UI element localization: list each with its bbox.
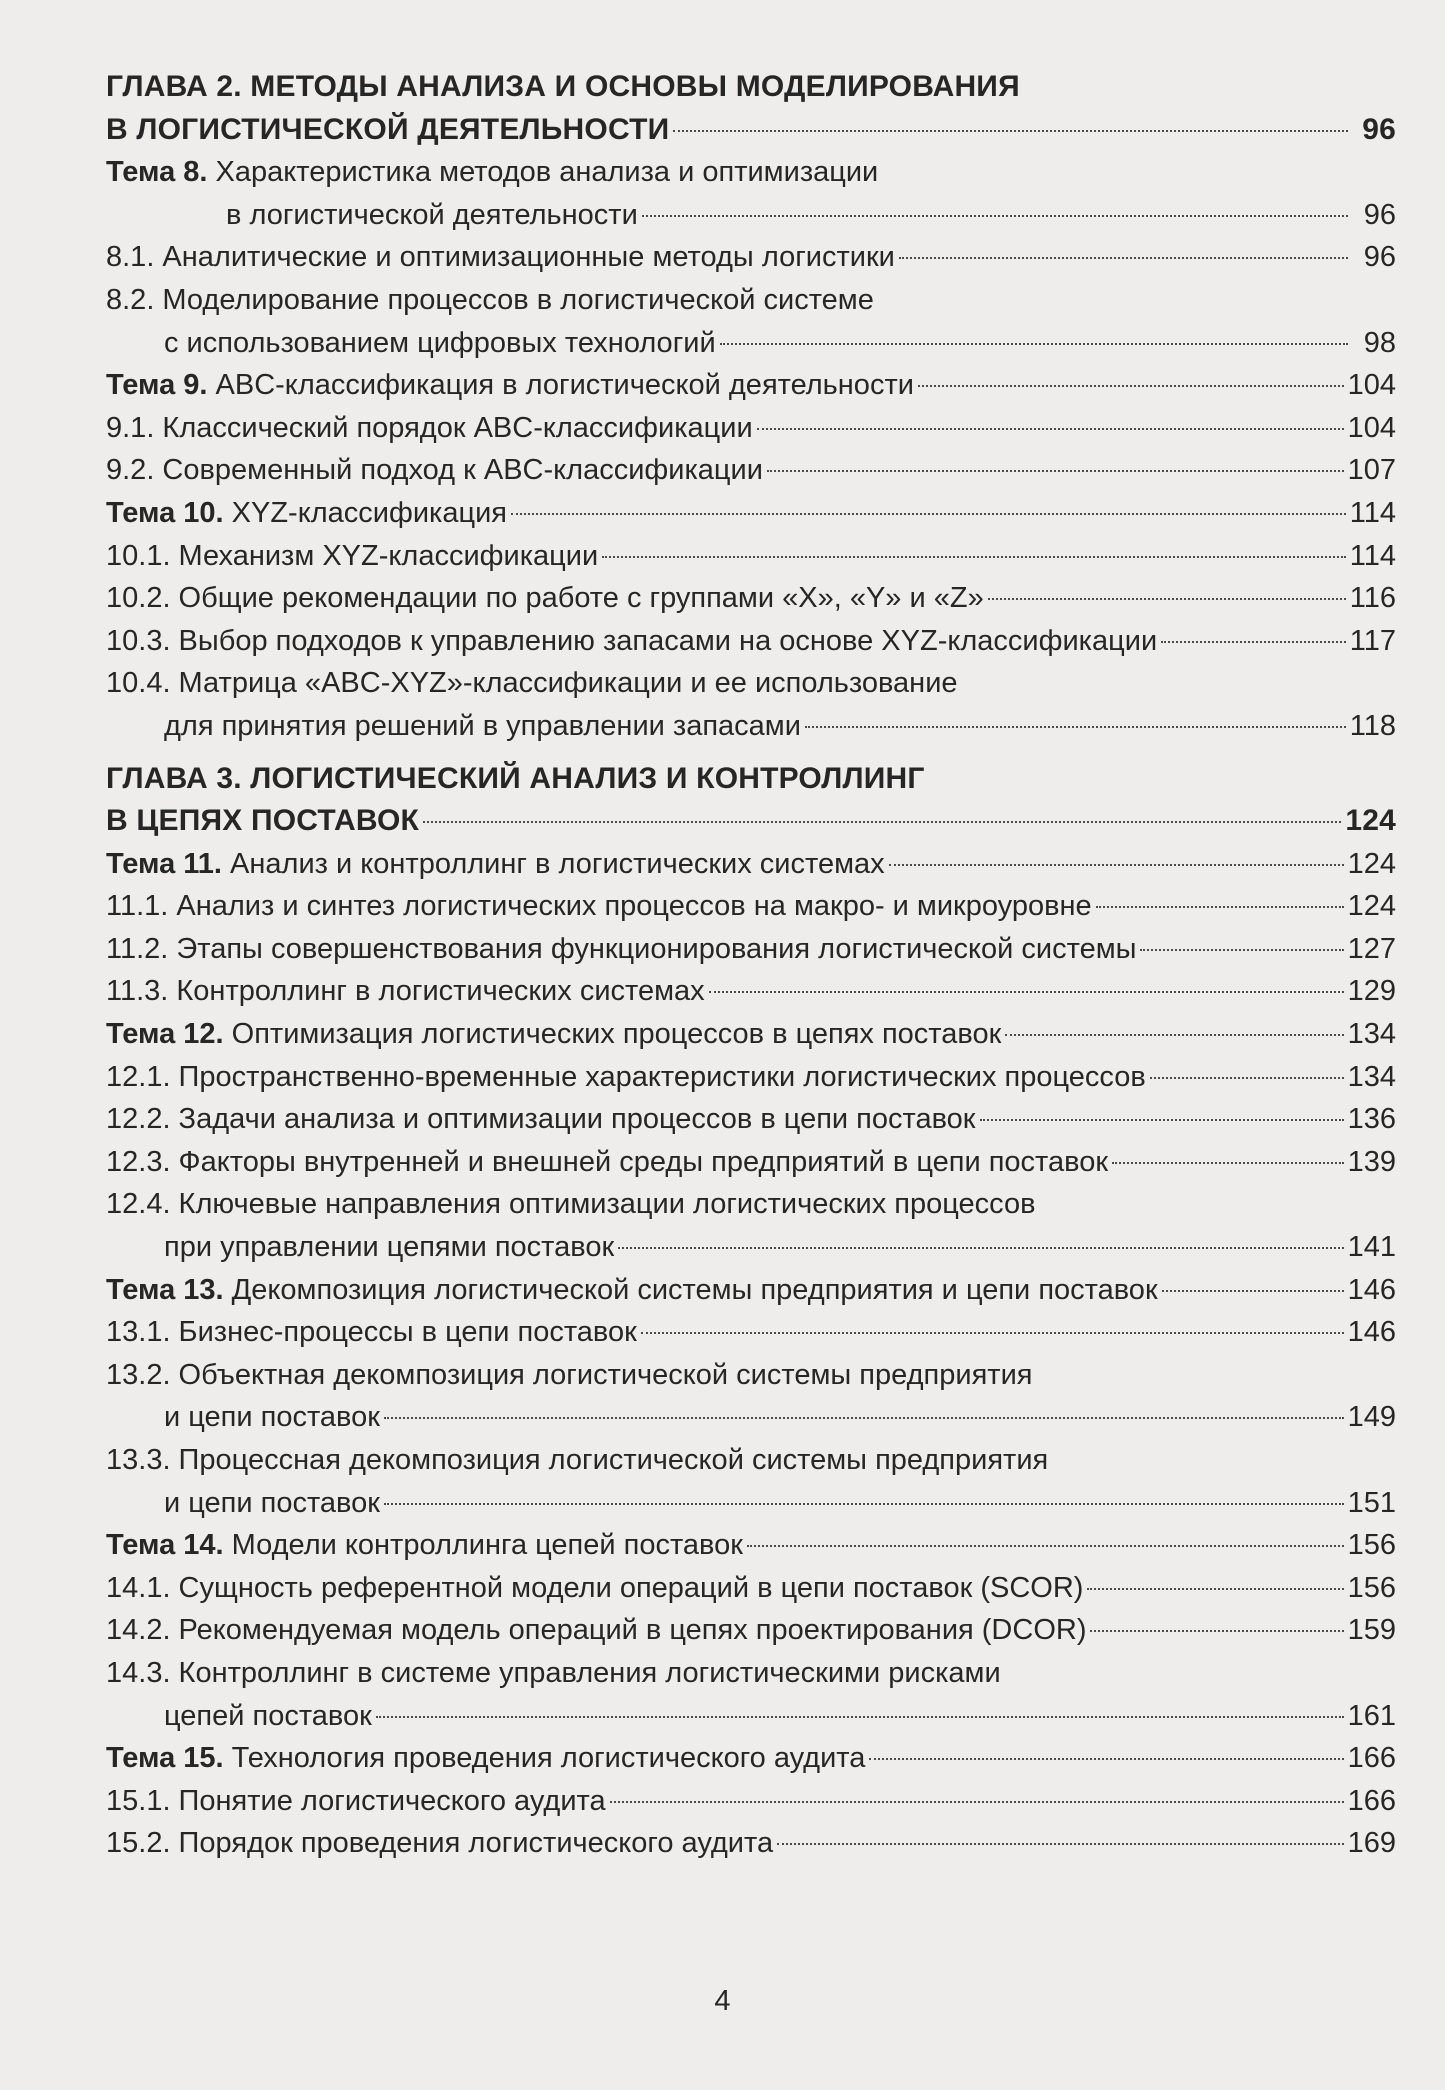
toc-entry-title: Характеристика методов анализа и оптимизации bbox=[207, 156, 879, 189]
toc-page-number: 161 bbox=[1347, 1699, 1396, 1732]
toc-entry-line bbox=[106, 1396, 1396, 1439]
toc-entry-title: XYZ-классификация bbox=[223, 496, 507, 529]
toc-entry-text bbox=[106, 1183, 1036, 1226]
toc-entry-title: в логистической деятельности bbox=[226, 198, 638, 231]
dot-leader bbox=[777, 1843, 1344, 1845]
toc-entry-line bbox=[106, 928, 1396, 971]
dot-leader bbox=[805, 726, 1346, 728]
toc-entry-text bbox=[106, 449, 763, 492]
dot-leader bbox=[767, 470, 1344, 472]
toc-entry-title: Декомпозиция логистической системы предприятия и цепи поставок bbox=[223, 1273, 1158, 1306]
toc-entry-text bbox=[106, 492, 507, 535]
toc-entry-text bbox=[106, 1737, 865, 1780]
toc-entry-line bbox=[106, 1482, 1396, 1525]
toc-entry-title: 15.1. Понятие логистического аудита bbox=[106, 1784, 606, 1817]
toc-entry-line bbox=[106, 535, 1396, 578]
toc-entry-title: 12.4. Ключевые направления оптимизации логистических процессов bbox=[106, 1188, 1036, 1221]
toc-page-number: 136 bbox=[1347, 1103, 1396, 1136]
toc-entry-text bbox=[106, 758, 925, 801]
toc-entry-text bbox=[106, 1013, 1001, 1056]
toc-entry-title: 12.3. Факторы внутренней и внешней среды предприятий в цепи поставок bbox=[106, 1145, 1109, 1178]
toc-entry-text bbox=[106, 407, 753, 450]
topic-label: Тема 12. bbox=[106, 1018, 224, 1051]
dot-leader bbox=[1005, 1034, 1343, 1036]
dot-leader bbox=[988, 598, 1346, 600]
toc-page-number: 139 bbox=[1347, 1145, 1396, 1178]
toc-entry-title: 13.1. Бизнес-процессы в цепи поставок bbox=[106, 1316, 637, 1349]
toc-entry-title: 11.2. Этапы совершенствования функционирования логистической системы bbox=[106, 932, 1137, 965]
toc-entry-title: Анализ и контроллинг в логистических системах bbox=[222, 847, 885, 880]
toc-page-number: 96 bbox=[1363, 198, 1396, 231]
toc-entry-title: и цепи поставок bbox=[164, 1401, 380, 1434]
toc-entry-title: 10.1. Механизм XYZ-классификации bbox=[106, 539, 599, 572]
dot-leader bbox=[511, 513, 1346, 515]
toc-entry-text bbox=[106, 1269, 1158, 1312]
toc-entry-line bbox=[106, 1311, 1396, 1354]
toc-page-number: 98 bbox=[1363, 326, 1396, 359]
toc-entry-title: ГЛАВА 2. МЕТОДЫ АНАЛИЗА И ОСНОВЫ МОДЕЛИРОВАНИЯ bbox=[106, 70, 1020, 103]
toc-entry-text bbox=[106, 1567, 1083, 1610]
toc-entry-line bbox=[106, 1056, 1396, 1099]
toc-page-number: 134 bbox=[1347, 1060, 1396, 1093]
toc-entry-line bbox=[106, 1567, 1396, 1610]
toc-entry-title: 9.1. Классический порядок ABC-классификации bbox=[106, 411, 753, 444]
toc-entry-text bbox=[106, 1439, 1048, 1482]
toc-entry-line bbox=[106, 1226, 1396, 1269]
toc-entry-title: 14.2. Рекомендуемая модель операций в цепях проектирования (DCOR) bbox=[106, 1614, 1087, 1647]
dot-leader bbox=[1112, 1162, 1344, 1164]
toc-page-number: 118 bbox=[1349, 709, 1396, 742]
toc-page-number: 96 bbox=[1362, 112, 1396, 146]
toc-entry-title: 11.1. Анализ и синтез логистических процессов на макро- и микроуровне bbox=[106, 890, 1092, 923]
toc-entry-title: 8.2. Моделирование процессов в логистической системе bbox=[106, 283, 874, 316]
dot-leader bbox=[1162, 1290, 1344, 1292]
toc-page-number: 114 bbox=[1349, 496, 1396, 529]
toc-entry-title: при управлении цепями поставок bbox=[164, 1231, 615, 1264]
dot-leader bbox=[980, 1119, 1344, 1121]
chapter-heading-line bbox=[106, 109, 1396, 152]
toc-entry-title: В ЛОГИСТИЧЕСКОЙ ДЕЯТЕЛЬНОСТИ bbox=[106, 112, 670, 146]
toc-entry-line bbox=[106, 1652, 1396, 1695]
dot-leader bbox=[376, 1716, 1344, 1718]
toc-entry-title: с использованием цифровых технологий bbox=[164, 326, 716, 359]
toc-entry-title: 13.3. Процессная декомпозиция логистической системы предприятия bbox=[106, 1444, 1049, 1476]
toc-entry-line bbox=[106, 885, 1396, 928]
toc-entry-title: 12.1. Пространственно-временные характеристики логистических процессов bbox=[106, 1060, 1146, 1093]
toc-page-number: 141 bbox=[1347, 1231, 1396, 1264]
toc-page-number: 146 bbox=[1347, 1316, 1396, 1349]
toc-entry-line bbox=[106, 620, 1396, 663]
toc-entry-line bbox=[106, 1141, 1396, 1184]
toc-page-number: 134 bbox=[1347, 1018, 1396, 1051]
toc-page-number: 129 bbox=[1347, 975, 1396, 1008]
dot-leader bbox=[757, 428, 1344, 430]
toc-entry-title: В ЦЕПЯХ ПОСТАВОК bbox=[106, 804, 420, 838]
toc-page-number: 156 bbox=[1347, 1529, 1396, 1562]
toc-entry-text bbox=[106, 620, 1157, 663]
toc-page-number: 159 bbox=[1347, 1614, 1396, 1647]
toc-entry-line bbox=[106, 1439, 1396, 1482]
toc-page-number: 96 bbox=[1363, 241, 1396, 274]
toc-entry-line bbox=[106, 1354, 1396, 1397]
toc-entry-text bbox=[106, 1056, 1146, 1099]
toc-entry-text bbox=[164, 705, 801, 748]
dot-leader bbox=[1140, 949, 1343, 951]
dot-leader bbox=[1161, 641, 1346, 643]
toc-entry-line bbox=[106, 1822, 1396, 1865]
toc-entry-text bbox=[106, 1609, 1086, 1652]
dot-leader bbox=[709, 991, 1344, 993]
toc-entry-line bbox=[106, 1609, 1396, 1652]
toc-entry-text bbox=[106, 535, 598, 578]
toc-entry-text bbox=[106, 577, 984, 620]
topic-line bbox=[106, 492, 1396, 535]
toc-entry-text bbox=[106, 843, 885, 886]
toc-page-number: 117 bbox=[1349, 624, 1396, 657]
toc-entry-text bbox=[106, 1311, 637, 1354]
dot-leader bbox=[747, 1545, 1344, 1547]
toc-entry-line bbox=[106, 705, 1396, 748]
toc-entry-text bbox=[164, 322, 716, 365]
toc-entry-line bbox=[106, 449, 1396, 492]
toc-page-number: 107 bbox=[1347, 454, 1396, 487]
topic-line bbox=[106, 1524, 1396, 1567]
dot-leader bbox=[423, 821, 1341, 823]
toc-entry-title: 10.2. Общие рекомендации по работе с группами «X», «Y» и «Z» bbox=[106, 582, 984, 615]
toc-entry-title: 15.2. Порядок проведения логистического аудита bbox=[106, 1827, 774, 1860]
dot-leader bbox=[641, 1332, 1344, 1334]
toc-entry-title: 10.4. Матрица «ABC-XYZ»-классификации и ее использование bbox=[106, 667, 958, 700]
toc-entry-title: ABC-классификация в логистической деятельности bbox=[207, 369, 914, 402]
toc-entry-line bbox=[106, 970, 1396, 1013]
dot-leader bbox=[899, 257, 1348, 259]
toc-entry-title: 13.2. Объектная декомпозиция логистической системы предприятия bbox=[106, 1358, 1033, 1391]
dot-leader bbox=[1090, 1630, 1343, 1632]
toc-page-number: 116 bbox=[1349, 582, 1396, 615]
toc-entry-title: 8.1. Аналитические и оптимизационные методы логистики bbox=[106, 241, 895, 274]
toc-entry-text bbox=[164, 1226, 614, 1269]
dot-leader bbox=[1087, 1588, 1343, 1590]
topic-line bbox=[106, 1269, 1396, 1312]
toc-entry-title: Технология проведения логистического аудита bbox=[223, 1742, 866, 1775]
dot-leader bbox=[918, 385, 1344, 387]
toc-page-number: 124 bbox=[1347, 890, 1396, 923]
toc-entry-title: Оптимизация логистических процессов в цепях поставок bbox=[223, 1018, 1002, 1051]
topic-label: Тема 8. bbox=[106, 156, 208, 189]
toc-page-number: 114 bbox=[1349, 539, 1396, 572]
toc-entry-text bbox=[106, 1354, 1032, 1397]
toc-entry-text bbox=[164, 1695, 372, 1738]
chapter-heading-line bbox=[106, 800, 1396, 843]
toc-page-number: 124 bbox=[1347, 847, 1396, 880]
toc-entry-line bbox=[106, 236, 1396, 279]
chapter-heading-line bbox=[106, 758, 1396, 801]
dot-leader bbox=[889, 864, 1344, 866]
dot-leader bbox=[642, 215, 1348, 217]
toc-entry-text bbox=[106, 1141, 1108, 1184]
toc-page-number: 166 bbox=[1347, 1742, 1396, 1775]
toc-entry-title: 12.2. Задачи анализа и оптимизации процессов в цепи поставок bbox=[106, 1103, 976, 1136]
toc-entry-line bbox=[106, 662, 1396, 705]
toc-entry-line bbox=[106, 1695, 1396, 1738]
page-number: 4 bbox=[714, 1985, 731, 2017]
topic-label: Тема 11. bbox=[106, 847, 222, 880]
toc-entry-title: 9.2. Современный подход к ABC-классификации bbox=[106, 454, 763, 487]
toc-entry-text bbox=[106, 1652, 1001, 1695]
chapter-heading-line bbox=[106, 66, 1396, 109]
toc-entry-text bbox=[106, 66, 1020, 109]
dot-leader bbox=[1150, 1077, 1344, 1079]
toc-entry-line bbox=[106, 577, 1396, 620]
topic-label: Тема 13. bbox=[106, 1273, 224, 1306]
toc-entry-text bbox=[106, 109, 669, 152]
toc-entry-text bbox=[106, 1524, 743, 1567]
dot-leader bbox=[384, 1503, 1344, 1505]
toc-entry-text bbox=[106, 151, 878, 194]
topic-line bbox=[106, 1737, 1396, 1780]
toc-entry-title: ГЛАВА 3. ЛОГИСТИЧЕСКИЙ АНАЛИЗ И КОНТРОЛЛИНГ bbox=[106, 761, 925, 795]
toc-entry-text bbox=[106, 885, 1092, 928]
toc-page-number: 104 bbox=[1347, 411, 1396, 444]
toc-entry-line bbox=[106, 407, 1396, 450]
toc-entry-text bbox=[226, 194, 638, 237]
toc-page-number: 156 bbox=[1347, 1571, 1396, 1604]
dot-leader bbox=[618, 1247, 1343, 1249]
dot-leader bbox=[720, 343, 1348, 345]
dot-leader bbox=[1096, 906, 1344, 908]
toc-entry-line bbox=[106, 1780, 1396, 1823]
toc-entry-line bbox=[106, 1098, 1396, 1141]
toc-entry-text bbox=[106, 364, 914, 407]
toc-entry-title: Модели контроллинга цепей поставок bbox=[223, 1529, 743, 1562]
dot-leader bbox=[673, 130, 1348, 132]
toc-entry-title: 11.3. Контроллинг в логистических системах bbox=[106, 975, 705, 1008]
toc-page-number: 104 bbox=[1347, 369, 1396, 402]
dot-leader bbox=[384, 1417, 1344, 1419]
toc-page-number: 151 bbox=[1347, 1486, 1396, 1519]
toc-entry-title: 14.1. Сущность референтной модели операций в цепи поставок (SCOR) bbox=[106, 1571, 1084, 1604]
toc-page-number: 166 bbox=[1347, 1784, 1396, 1817]
toc-entry-title: 14.3. Контроллинг в системе управления логистическими рисками bbox=[106, 1656, 1001, 1689]
dot-leader bbox=[602, 556, 1346, 558]
topic-label: Тема 10. bbox=[106, 496, 224, 529]
topic-line bbox=[106, 1013, 1396, 1056]
toc-entry-text bbox=[106, 662, 958, 705]
toc-page-number: 124 bbox=[1345, 804, 1396, 838]
topic-label: Тема 14. bbox=[106, 1529, 224, 1562]
toc-entry-line bbox=[106, 279, 1396, 322]
toc-page-number: 169 bbox=[1347, 1827, 1396, 1860]
toc-entry-title: цепей поставок bbox=[164, 1699, 372, 1732]
toc-entry-text bbox=[106, 1780, 606, 1823]
toc-entry-text bbox=[164, 1482, 380, 1525]
dot-leader bbox=[869, 1758, 1343, 1760]
toc-entry-line bbox=[106, 322, 1396, 365]
table-of-contents bbox=[106, 66, 1396, 1865]
toc-entry-text bbox=[106, 236, 895, 279]
toc-entry-text bbox=[106, 1822, 773, 1865]
toc-entry-text bbox=[106, 970, 705, 1013]
toc-entry-text bbox=[106, 928, 1136, 971]
toc-entry-title: для принятия решений в управлении запасами bbox=[164, 709, 801, 742]
dot-leader bbox=[610, 1801, 1344, 1803]
toc-page-number: 127 bbox=[1347, 932, 1396, 965]
toc-entry-line bbox=[106, 1183, 1396, 1226]
toc-entry-title: и цепи поставок bbox=[164, 1486, 380, 1519]
topic-line bbox=[106, 151, 1396, 194]
toc-page-number: 146 bbox=[1347, 1273, 1396, 1306]
toc-entry-text bbox=[164, 1396, 380, 1439]
topic-line bbox=[106, 843, 1396, 886]
toc-entry-text bbox=[106, 279, 874, 322]
toc-entry-text bbox=[106, 1098, 976, 1141]
toc-entry-title: 10.3. Выбор подходов к управлению запасами на основе XYZ-классификации bbox=[106, 624, 1158, 657]
topic-line bbox=[106, 364, 1396, 407]
topic-label: Тема 15. bbox=[106, 1742, 224, 1775]
toc-entry-line bbox=[106, 194, 1396, 237]
toc-entry-text bbox=[106, 800, 419, 843]
topic-label: Тема 9. bbox=[106, 369, 208, 402]
toc-page-number: 149 bbox=[1347, 1401, 1396, 1434]
